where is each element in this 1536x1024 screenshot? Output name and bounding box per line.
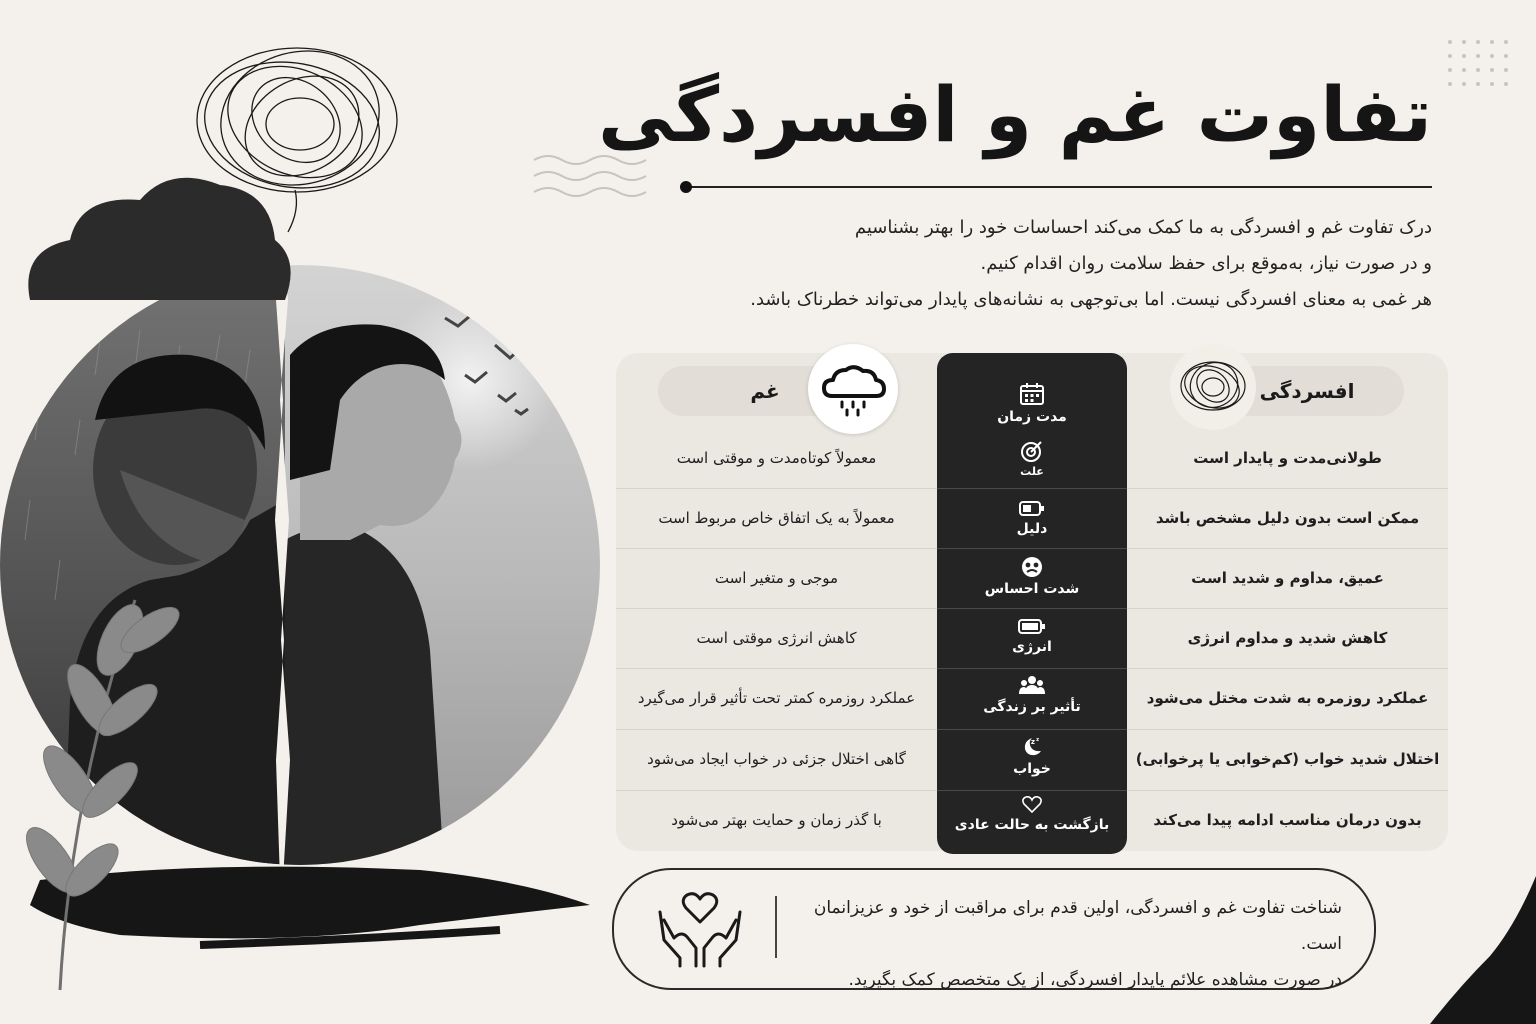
battery-half-icon <box>1019 500 1045 518</box>
intro-line: و در صورت نیاز، به‌موقع برای حفظ سلامت روان اقدام کنیم. <box>980 253 1432 274</box>
title-dot <box>680 181 692 193</box>
criterion-life-impact <box>937 674 1127 715</box>
criterion-cause <box>937 440 1127 478</box>
footer-line: شناخت تفاوت غم و افسردگی، اولین قدم برای مراقبت از خود و عزیزانمان است. <box>813 898 1342 954</box>
criterion-label: مدت زمان <box>997 409 1067 425</box>
depression-cell: کاهش شدید و مداوم انرژی <box>1187 629 1388 647</box>
heart-hands-icon <box>654 882 746 968</box>
svg-text:z: z <box>1036 737 1039 743</box>
depression-cell: بدون درمان مناسب ادامه پیدا می‌کند <box>1153 811 1422 829</box>
sadness-cell: موجی و متغیر است <box>714 569 839 587</box>
dots-decoration <box>1446 38 1510 90</box>
sadness-header-label: غم <box>750 379 780 403</box>
sadness-vs-depression-illustration <box>0 0 600 1024</box>
criteria-divider <box>937 548 1127 549</box>
criterion-label: تأثیر بر زندگی <box>983 699 1081 715</box>
depression-cell: عملکرد روزمره به شدت مختل می‌شود <box>1146 689 1429 707</box>
brush-decoration <box>1420 876 1536 1024</box>
criterion-intensity <box>937 556 1127 597</box>
svg-text:z: z <box>1030 738 1035 746</box>
criterion-label: دلیل <box>1016 521 1048 537</box>
criterion-label: شدت احساس <box>984 581 1080 597</box>
sadness-cell: کاهش انرژی موقتی است <box>696 629 857 647</box>
depression-cell: طولانی‌مدت و پایدار است <box>1193 449 1382 467</box>
heart-icon <box>1022 796 1042 814</box>
target-icon <box>1020 440 1044 462</box>
page-title: تفاوت غم و افسردگی <box>597 70 1432 159</box>
depression-cell: اختلال شدید خواب (کم‌خوابی یا پرخوابی) <box>1135 750 1440 768</box>
criterion-reason <box>937 500 1127 537</box>
criterion-label: علت <box>1020 465 1044 478</box>
criteria-divider <box>937 729 1127 730</box>
rain-cloud-icon <box>808 344 898 434</box>
depression-header-label: افسردگی <box>1259 379 1355 403</box>
mood-icon <box>1020 556 1044 578</box>
calendar-icon <box>1019 382 1045 406</box>
criterion-sleep <box>937 736 1127 777</box>
sadness-cell: عملکرد روزمره کمتر تحت تأثیر قرار می‌گیرد <box>637 689 916 707</box>
intro-line: درک تفاوت غم و افسردگی به ما کمک می‌کند احساسات خود را بهتر بشناسیم <box>854 217 1432 238</box>
footer-divider <box>775 896 777 958</box>
criteria-divider <box>937 668 1127 669</box>
criterion-label: خواب <box>1013 761 1051 777</box>
depression-cell: ممکن است بدون دلیل مشخص باشد <box>1155 509 1420 527</box>
criterion-energy <box>937 618 1127 655</box>
criterion-label: بازگشت به حالت عادی <box>954 817 1110 833</box>
criteria-divider <box>937 790 1127 791</box>
scribble-icon <box>1170 344 1256 430</box>
footer-text <box>790 890 1342 998</box>
depression-cell: عمیق، مداوم و شدید است <box>1191 569 1384 587</box>
criteria-divider <box>937 608 1127 609</box>
criterion-duration <box>937 382 1127 425</box>
people-icon <box>1019 674 1045 696</box>
intro-text <box>672 210 1432 318</box>
criteria-divider <box>937 488 1127 489</box>
waves-decoration <box>532 152 648 202</box>
sadness-cell: معمولاً کوتاه‌مدت و موقتی است <box>676 449 877 467</box>
sadness-cell: گاهی اختلال جزئی در خواب ایجاد می‌شود <box>647 750 906 768</box>
footer-line: در صورت مشاهده علائم پایدار افسردگی، از یک متخصص کمک بگیرید. <box>848 970 1342 990</box>
criterion-label: انرژی <box>1012 639 1052 655</box>
criterion-recovery <box>937 796 1127 833</box>
sadness-cell: با گذر زمان و حمایت بهتر می‌شود <box>671 811 882 829</box>
battery-low-icon <box>1018 618 1046 636</box>
sadness-cell: معمولاً به یک اتفاق خاص مربوط است <box>658 509 895 527</box>
intro-line: هر غمی به معنای افسردگی نیست. اما بی‌توجهی به نشانه‌های پایدار می‌تواند خطرناک باشد. <box>750 289 1432 310</box>
moon-icon <box>1020 736 1044 758</box>
title-underline <box>686 186 1432 188</box>
